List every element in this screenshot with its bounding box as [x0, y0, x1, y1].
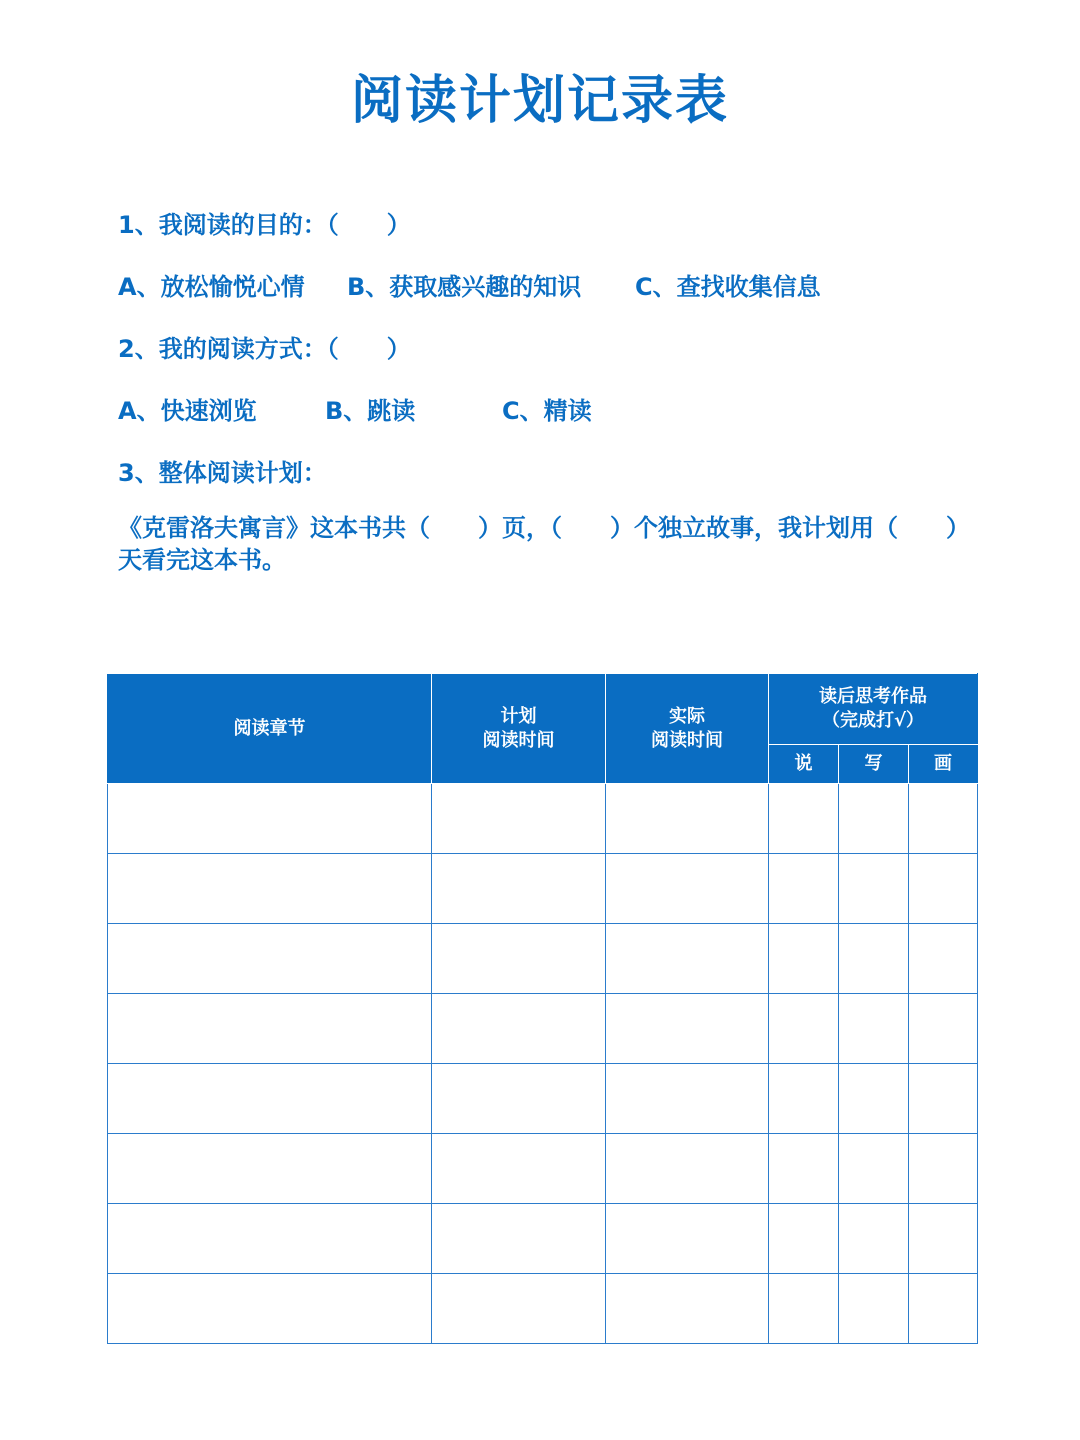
write-cell[interactable] — [839, 994, 909, 1064]
table-row — [108, 1204, 978, 1274]
header-chapter: 阅读章节 — [108, 674, 432, 784]
question-1-options — [118, 267, 978, 299]
actual-time-cell[interactable] — [606, 994, 769, 1064]
chapter-cell[interactable] — [108, 854, 432, 924]
question-2-options — [118, 391, 978, 423]
table-body — [108, 784, 978, 1344]
actual-time-cell[interactable] — [606, 924, 769, 994]
chapter-cell[interactable] — [108, 1064, 432, 1134]
q1-option-c: C、查找收集信息 — [635, 273, 821, 301]
planned-time-cell[interactable] — [432, 1134, 606, 1204]
header-reflection-works: 读后思考作品 （完成打√） — [769, 674, 978, 745]
actual-time-cell[interactable] — [606, 1134, 769, 1204]
chapter-cell[interactable] — [108, 1204, 432, 1274]
question-1: 1、我阅读的目的：（ ） — [118, 211, 411, 239]
planned-time-cell[interactable] — [432, 1204, 606, 1274]
question-3: 3、整体阅读计划： — [118, 459, 327, 487]
write-cell[interactable] — [839, 924, 909, 994]
header-say: 说 — [769, 745, 839, 784]
draw-cell[interactable] — [909, 1204, 978, 1274]
say-cell[interactable] — [769, 1204, 839, 1274]
draw-cell[interactable] — [909, 994, 978, 1064]
write-cell[interactable] — [839, 1274, 909, 1344]
actual-time-cell[interactable] — [606, 784, 769, 854]
table-row — [108, 1274, 978, 1344]
say-cell[interactable] — [769, 994, 839, 1064]
table-row — [108, 1134, 978, 1204]
header-actual-time: 实际 阅读时间 — [606, 674, 769, 784]
write-cell[interactable] — [839, 784, 909, 854]
planned-time-cell[interactable] — [432, 784, 606, 854]
write-cell[interactable] — [839, 854, 909, 924]
write-cell[interactable] — [839, 1204, 909, 1274]
chapter-cell[interactable] — [108, 924, 432, 994]
table-row — [108, 924, 978, 994]
table-row — [108, 784, 978, 854]
table-row — [108, 854, 978, 924]
planned-time-cell[interactable] — [432, 924, 606, 994]
q2-option-b: B、跳读 — [325, 397, 416, 425]
actual-time-cell[interactable] — [606, 1064, 769, 1134]
header-draw: 画 — [909, 745, 978, 784]
plan-paragraph-line-2: 天看完这本书。 — [118, 546, 286, 574]
draw-cell[interactable] — [909, 1064, 978, 1134]
draw-cell[interactable] — [909, 854, 978, 924]
q1-option-a: A、放松愉悦心情 — [118, 273, 305, 301]
planned-time-cell[interactable] — [432, 1274, 606, 1344]
page-title: 阅读计划记录表 — [350, 71, 729, 131]
table-row — [108, 1064, 978, 1134]
draw-cell[interactable] — [909, 1134, 978, 1204]
say-cell[interactable] — [769, 924, 839, 994]
chapter-cell[interactable] — [108, 994, 432, 1064]
planned-time-cell[interactable] — [432, 1064, 606, 1134]
plan-paragraph-line-1: 《克雷洛夫寓言》这本书共（ ）页，（ ）个独立故事，我计划用（ ） — [118, 514, 970, 542]
chapter-cell[interactable] — [108, 1274, 432, 1344]
header-write: 写 — [839, 745, 909, 784]
write-cell[interactable] — [839, 1134, 909, 1204]
draw-cell[interactable] — [909, 924, 978, 994]
say-cell[interactable] — [769, 784, 839, 854]
draw-cell[interactable] — [909, 1274, 978, 1344]
q2-option-c: C、精读 — [502, 397, 592, 425]
plan-paragraph — [118, 512, 978, 576]
planned-time-cell[interactable] — [432, 854, 606, 924]
q1-option-b: B、获取感兴趣的知识 — [347, 273, 582, 301]
question-2: 2、我的阅读方式：（ ） — [118, 335, 411, 363]
say-cell[interactable] — [769, 854, 839, 924]
chapter-cell[interactable] — [108, 1134, 432, 1204]
actual-time-cell[interactable] — [606, 1274, 769, 1344]
actual-time-cell[interactable] — [606, 854, 769, 924]
planned-time-cell[interactable] — [432, 994, 606, 1064]
chapter-cell[interactable] — [108, 784, 432, 854]
say-cell[interactable] — [769, 1134, 839, 1204]
header-planned-time: 计划 阅读时间 — [432, 674, 606, 784]
actual-time-cell[interactable] — [606, 1204, 769, 1274]
say-cell[interactable] — [769, 1274, 839, 1344]
q2-option-a: A、快速浏览 — [118, 397, 257, 425]
draw-cell[interactable] — [909, 784, 978, 854]
say-cell[interactable] — [769, 1064, 839, 1134]
write-cell[interactable] — [839, 1064, 909, 1134]
reading-plan-table — [107, 673, 978, 1344]
table-row — [108, 994, 978, 1064]
